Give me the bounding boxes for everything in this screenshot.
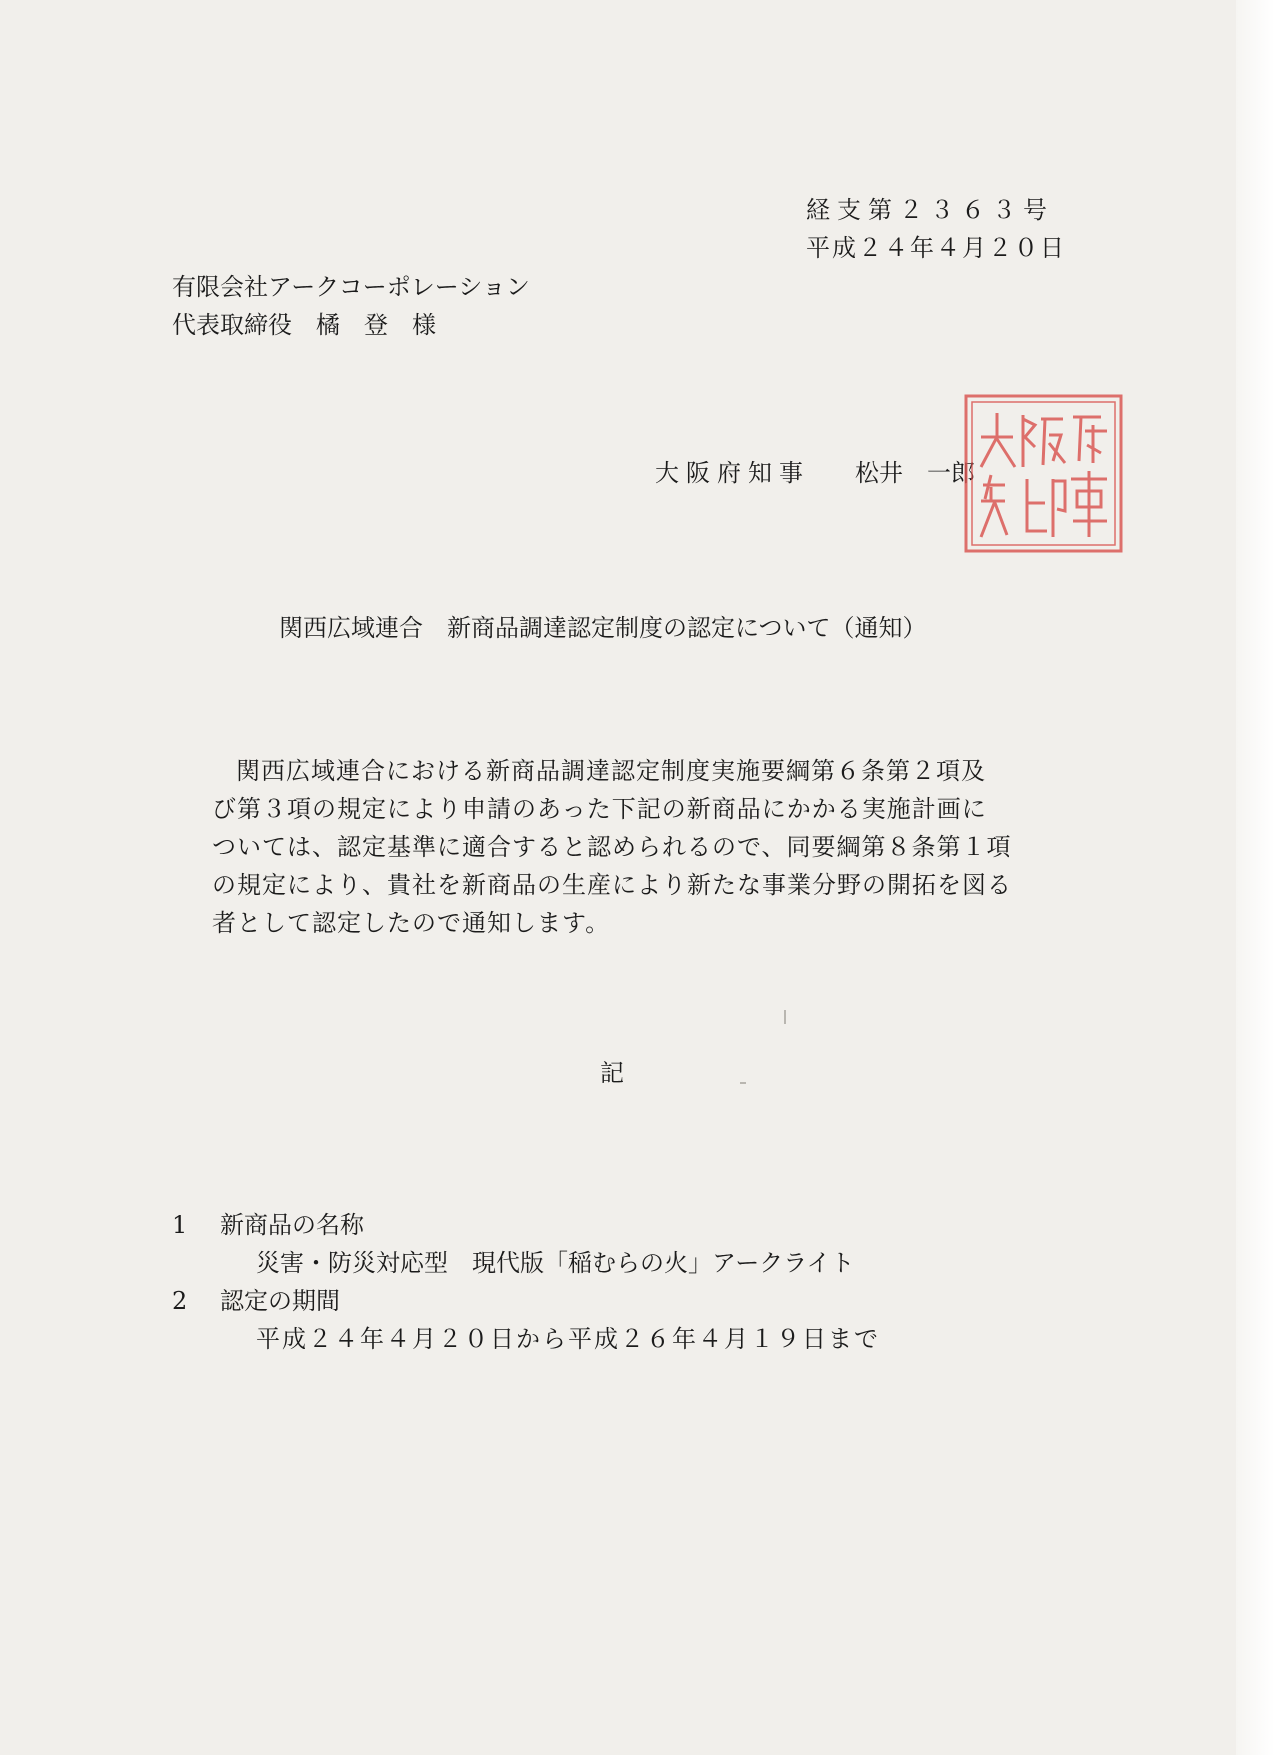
official-seal-stamp [961,391,1126,556]
item-2-number: 2 [172,1287,188,1315]
item-1-detail: 災害・防災対応型 現代版「稲むらの火」アークライト [256,1249,855,1277]
recipient-representative: 代表取締役 橘 登 様 [172,311,436,339]
scan-mark [740,1082,746,1084]
item-2-heading: 認定の期間 [220,1287,340,1315]
document-number: 経支第２３６３号 [806,196,1054,224]
recipient-company: 有限会社アークコーポレーション [172,273,530,301]
sender-name: 松井 一郎 [855,459,975,487]
item-1-number: 1 [172,1211,188,1239]
item-1-heading: 新商品の名称 [220,1211,364,1239]
page-edge [1236,0,1275,1755]
item-2-detail: 平成２４年４月２０日から平成２６年４月１９日まで [256,1325,880,1353]
document-date: 平成２４年４月２０日 [806,234,1066,262]
sender-title: 大阪府知事 [655,459,810,487]
subject-title: 関西広域連合 新商品調達認定制度の認定について（通知） [279,614,927,642]
scan-mark [784,1010,786,1024]
body-paragraph: 関西広域連合における新商品調達認定制度実施要綱第６条第２項及 び第３項の規定により申請のあった下記の新商品にかかる実施計画に ついては、認定基準に適合すると認められるので、同要綱第８条第１項 の規定により、貴社を新商品の生産により新たな事業分野の開拓を図る 者として認定したので通知します。 [212,757,1012,937]
ki-heading: 記 [600,1059,624,1087]
